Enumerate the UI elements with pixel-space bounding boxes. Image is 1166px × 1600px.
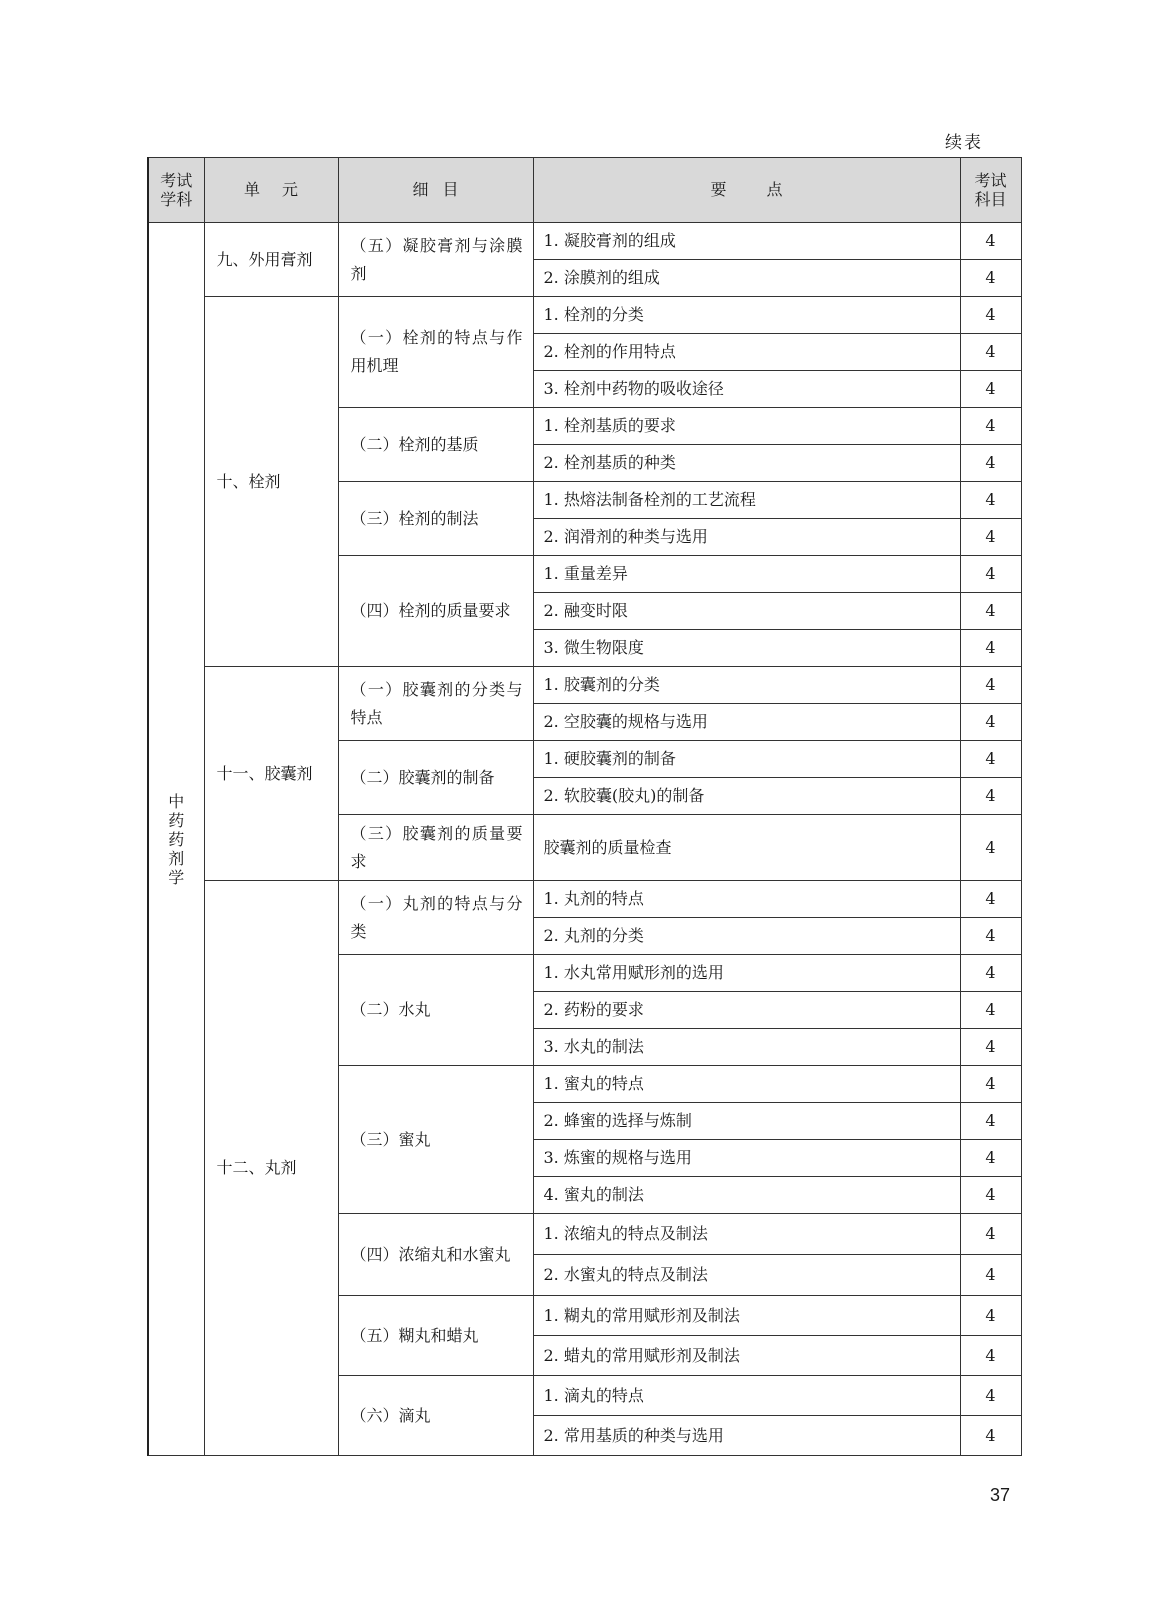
detail-cell: （一）胶囊剂的分类与特点 — [338, 667, 533, 741]
point-cell: 2. 蜂蜜的选择与炼制 — [533, 1103, 960, 1140]
exam-cell: 4 — [960, 704, 1021, 741]
point-cell: 1. 胶囊剂的分类 — [533, 667, 960, 704]
point-cell: 2. 涂膜剂的组成 — [533, 260, 960, 297]
exam-cell: 4 — [960, 630, 1021, 667]
point-cell: 2. 栓剂基质的种类 — [533, 445, 960, 482]
exam-cell: 4 — [960, 1177, 1021, 1214]
unit-cell: 九、外用膏剂 — [204, 223, 338, 297]
point-cell: 胶囊剂的质量检查 — [533, 815, 960, 881]
unit-cell: 十一、胶囊剂 — [204, 667, 338, 881]
continued-table-label: 续表 — [945, 133, 983, 153]
exam-cell: 4 — [960, 482, 1021, 519]
point-cell: 2. 软胶囊(胶丸)的制备 — [533, 778, 960, 815]
detail-cell: （三）胶囊剂的质量要求 — [338, 815, 533, 881]
page-number: 37 — [990, 1485, 1011, 1505]
exam-cell: 4 — [960, 1416, 1021, 1456]
exam-cell: 4 — [960, 955, 1021, 992]
point-cell: 2. 药粉的要求 — [533, 992, 960, 1029]
exam-cell: 4 — [960, 445, 1021, 482]
point-cell: 2. 空胶囊的规格与选用 — [533, 704, 960, 741]
point-cell: 1. 栓剂基质的要求 — [533, 408, 960, 445]
exam-cell: 4 — [960, 815, 1021, 881]
exam-cell: 4 — [960, 1376, 1021, 1416]
exam-cell: 4 — [960, 556, 1021, 593]
subject-cell: 中药药剂学 — [148, 223, 204, 1456]
detail-cell: （一）栓剂的特点与作用机理 — [338, 297, 533, 408]
exam-cell: 4 — [960, 667, 1021, 704]
exam-cell: 4 — [960, 593, 1021, 630]
detail-cell: （二）栓剂的基质 — [338, 408, 533, 482]
exam-cell: 4 — [960, 334, 1021, 371]
exam-cell: 4 — [960, 297, 1021, 334]
point-cell: 1. 凝胶膏剂的组成 — [533, 223, 960, 260]
point-cell: 2. 润滑剂的种类与选用 — [533, 519, 960, 556]
point-cell: 1. 丸剂的特点 — [533, 881, 960, 918]
detail-cell: （四）浓缩丸和水蜜丸 — [338, 1214, 533, 1296]
point-cell: 2. 常用基质的种类与选用 — [533, 1416, 960, 1456]
point-cell: 1. 栓剂的分类 — [533, 297, 960, 334]
exam-cell: 4 — [960, 260, 1021, 297]
exam-cell: 4 — [960, 992, 1021, 1029]
point-cell: 1. 滴丸的特点 — [533, 1376, 960, 1416]
detail-cell: （五）凝胶膏剂与涂膜剂 — [338, 223, 533, 297]
header-exam: 考试科目 — [960, 158, 1021, 223]
exam-cell: 4 — [960, 1066, 1021, 1103]
syllabus-table — [147, 157, 1022, 1456]
point-cell: 2. 蜡丸的常用赋形剂及制法 — [533, 1336, 960, 1376]
point-cell: 1. 水丸常用赋形剂的选用 — [533, 955, 960, 992]
table-row — [148, 881, 1021, 918]
detail-cell: （二）胶囊剂的制备 — [338, 741, 533, 815]
exam-cell: 4 — [960, 1140, 1021, 1177]
exam-cell: 4 — [960, 1255, 1021, 1296]
header-points: 要点 — [533, 158, 960, 223]
point-cell: 2. 水蜜丸的特点及制法 — [533, 1255, 960, 1296]
point-cell: 2. 融变时限 — [533, 593, 960, 630]
detail-cell: （五）糊丸和蜡丸 — [338, 1296, 533, 1376]
header-unit: 单元 — [204, 158, 338, 223]
exam-cell: 4 — [960, 1296, 1021, 1336]
point-cell: 1. 浓缩丸的特点及制法 — [533, 1214, 960, 1255]
detail-cell: （三）栓剂的制法 — [338, 482, 533, 556]
table-header-row — [148, 158, 1021, 223]
point-cell: 1. 硬胶囊剂的制备 — [533, 741, 960, 778]
table-row — [148, 223, 1021, 260]
exam-cell: 4 — [960, 1029, 1021, 1066]
detail-cell: （六）滴丸 — [338, 1376, 533, 1456]
table-row — [148, 667, 1021, 704]
exam-cell: 4 — [960, 918, 1021, 955]
point-cell: 1. 蜜丸的特点 — [533, 1066, 960, 1103]
exam-cell: 4 — [960, 1103, 1021, 1140]
exam-cell: 4 — [960, 408, 1021, 445]
exam-cell: 4 — [960, 741, 1021, 778]
exam-cell: 4 — [960, 1336, 1021, 1376]
unit-cell: 十、栓剂 — [204, 297, 338, 667]
table-row — [148, 297, 1021, 334]
point-cell: 1. 重量差异 — [533, 556, 960, 593]
exam-cell: 4 — [960, 881, 1021, 918]
header-detail: 细目 — [338, 158, 533, 223]
point-cell: 3. 栓剂中药物的吸收途径 — [533, 371, 960, 408]
exam-cell: 4 — [960, 778, 1021, 815]
header-subject: 考试学科 — [148, 158, 204, 223]
point-cell: 2. 栓剂的作用特点 — [533, 334, 960, 371]
point-cell: 1. 糊丸的常用赋形剂及制法 — [533, 1296, 960, 1336]
exam-cell: 4 — [960, 223, 1021, 260]
exam-cell: 4 — [960, 519, 1021, 556]
detail-cell: （三）蜜丸 — [338, 1066, 533, 1214]
point-cell: 2. 丸剂的分类 — [533, 918, 960, 955]
point-cell: 4. 蜜丸的制法 — [533, 1177, 960, 1214]
point-cell: 3. 水丸的制法 — [533, 1029, 960, 1066]
point-cell: 3. 炼蜜的规格与选用 — [533, 1140, 960, 1177]
point-cell: 1. 热熔法制备栓剂的工艺流程 — [533, 482, 960, 519]
unit-cell: 十二、丸剂 — [204, 881, 338, 1456]
detail-cell: （四）栓剂的质量要求 — [338, 556, 533, 667]
exam-cell: 4 — [960, 1214, 1021, 1255]
detail-cell: （一）丸剂的特点与分类 — [338, 881, 533, 955]
detail-cell: （二）水丸 — [338, 955, 533, 1066]
exam-cell: 4 — [960, 371, 1021, 408]
point-cell: 3. 微生物限度 — [533, 630, 960, 667]
